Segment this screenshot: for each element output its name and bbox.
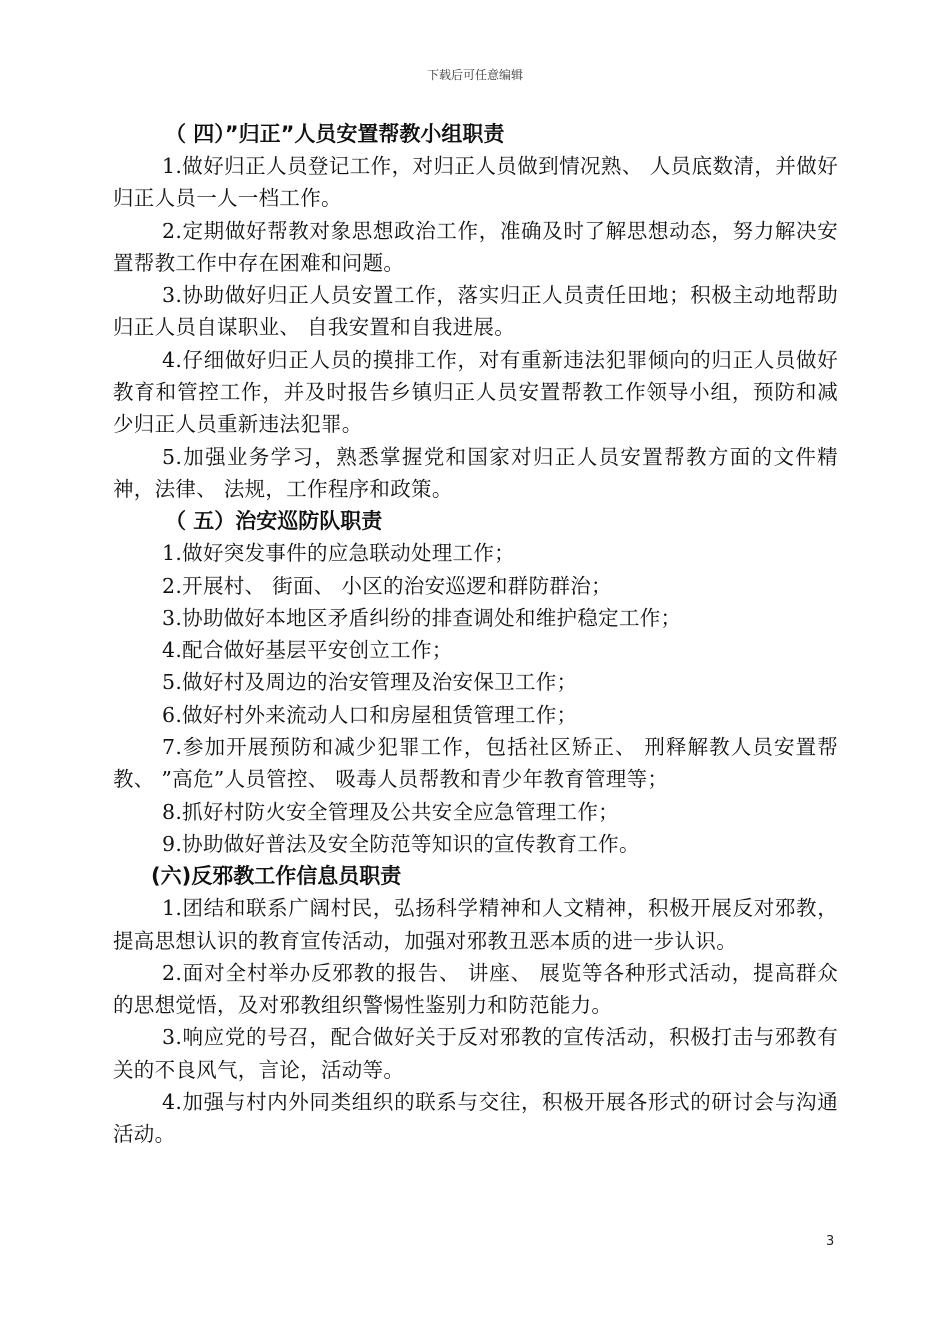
page-number: 3 [826,1234,835,1249]
paragraph-item: 1.做好归正人员登记工作，对归正人员做到情况熟、 人员底数清，并做好归正人员一人一档工作。 [113,154,838,211]
paragraph-item: 9.协助做好普法及安全防范等知识的宣传教育工作。 [162,831,640,856]
section-heading-patrol-team: （ 五）治安巡防队职责 [165,509,383,534]
paragraph-item: 2.开展村、 街面、 小区的治安巡逻和群防群治； [162,573,612,598]
paragraph-item: 3.协助做好归正人员安置工作，落实归正人员责任田地；积极主动地帮助归正人员自谋职业、 自我安置和自我进展。 [113,283,838,340]
paragraph-item: 3.响应党的号召，配合做好关于反对邪教的宣传活动，积极打击与邪教有关的不良风气，言论，活动等。 [113,1025,838,1082]
paragraph-item: 4.配合做好基层平安创立工作； [162,638,453,663]
paragraph-item: 1.做好突发事件的应急联动处理工作； [162,541,515,566]
document-body [113,118,838,1151]
paragraph-item: 3.协助做好本地区矛盾纠纷的排查调处和维护稳定工作； [162,605,682,630]
paragraph-item: 7.参加开展预防和减少犯罪工作，包括社区矫正、 刑释解教人员安置帮教、 ”高危”人员管控、 吸毒人员帮教和青少年教育管理等； [113,735,838,792]
paragraph-item: 6.做好村外来流动人口和房屋租赁管理工作； [162,702,578,727]
paragraph-item: 8.抓好村防火安全管理及公共安全应急管理工作； [162,799,619,824]
paragraph-item: 5.做好村及周边的治安管理及治安保卫工作； [162,670,578,695]
paragraph-item: 4.仔细做好归正人员的摸排工作，对有重新违法犯罪倾向的归正人员做好教育和管控工作，并及时报告乡镇归正人员安置帮教工作领导小组，预防和减少归正人员重新违法犯罪。 [113,347,838,437]
section-heading-resettlement: （ 四）”归正”人员安置帮教小组职责 [165,122,505,146]
paragraph-item: 4.加强与村内外同类组织的联系与交往，积极开展各形式的研讨会与沟通活动。 [113,1090,838,1147]
page-header-note: 下载后可任意编辑 [426,68,523,82]
section-heading-anti-cult: (六)反邪教工作信息员职责 [151,864,402,889]
paragraph-item: 2.面对全村举办反邪教的报告、 讲座、 展览等各种形式活动，提高群众的思想觉悟，及对邪教组织警惕性鉴别力和防范能力。 [113,960,838,1018]
paragraph-item: 2.定期做好帮教对象思想政治工作，准确及时了解思想动态，努力解决安置帮教工作中存在困难和问题。 [113,218,838,275]
paragraph-item: 1.团结和联系广阔村民，弘扬科学精神和人文精神，积极开展反对邪教，提高思想认识的教育宣传活动，加强对邪教丑恶本质的进一步认识。 [113,896,838,953]
paragraph-item: 5.加强业务学习，熟悉掌握党和国家对归正人员安置帮教方面的文件精神，法律、 法规，工作程序和政策。 [113,444,838,501]
